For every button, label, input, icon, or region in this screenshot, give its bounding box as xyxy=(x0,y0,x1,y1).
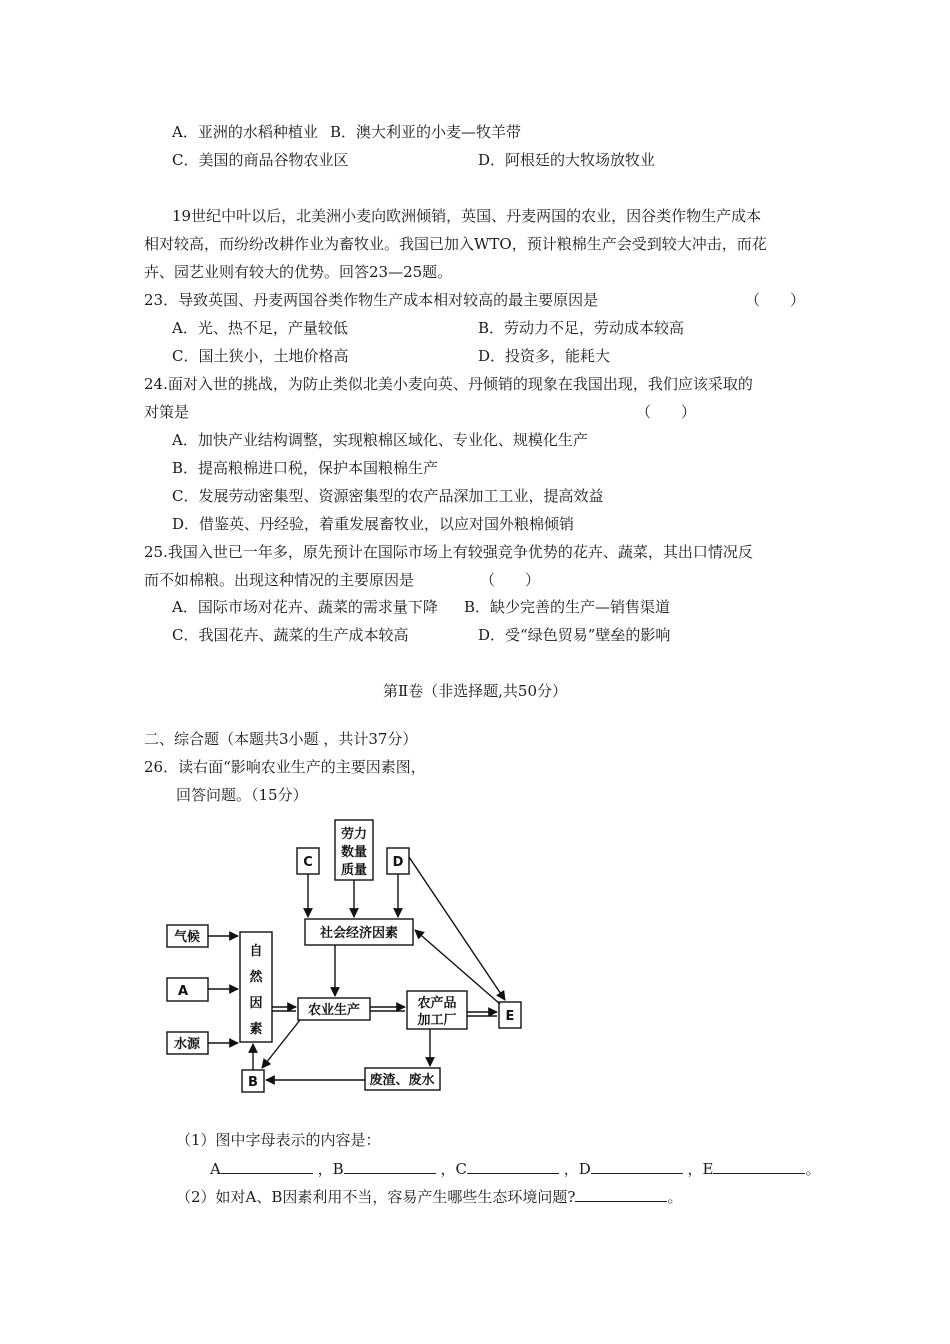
answer-blank-a[interactable] xyxy=(221,1158,313,1174)
q23-answer-bracket: （ ） xyxy=(745,291,806,309)
answer-blank-d[interactable] xyxy=(591,1158,683,1174)
label-answer-d: ，D xyxy=(563,1160,591,1178)
agriculture-factors-diagram xyxy=(150,812,550,1102)
q23-option-b: B．劳动力不足，劳动成本较高 xyxy=(478,319,685,337)
q24-option-d: D．借鉴英、丹经验，着重发展畜牧业，以应对国外粮棉倾销 xyxy=(172,515,575,533)
q25-stem-line-1: 25.我国入世已一年多，原先预计在国际市场上有较强竞争优势的花卉、蔬菜，其出口情况反 xyxy=(144,543,753,561)
q22-option-b: B．澳大利亚的小麦—牧羊带 xyxy=(330,123,522,141)
section-2-heading: 二、综合题（本题共3小题 ，共计37分） xyxy=(144,730,418,748)
answer-blank-b[interactable] xyxy=(344,1158,436,1174)
label-water: 水源 xyxy=(173,1037,201,1052)
q22-option-d: D．阿根廷的大牧场放牧业 xyxy=(478,151,656,169)
label-labor-1: 劳力 xyxy=(340,827,368,842)
q26-stem-line-1: 26．读右面“影响农业生产的主要因素图， xyxy=(144,758,426,776)
q24-stem-line-2: 对策是 xyxy=(144,403,190,421)
q24-option-b: B．提高粮棉进口税，保护本国粮棉生产 xyxy=(172,459,439,477)
q25-option-a: A．国际市场对花卉、蔬菜的需求量下降 xyxy=(172,598,438,616)
q23-option-d: D．投资多，能耗大 xyxy=(478,347,611,365)
q23-stem: 23．导致英国、丹麦两国谷类作物生产成本相对较高的最主要原因是 xyxy=(144,291,599,309)
label-d: D xyxy=(392,855,404,870)
section-2-title: 第Ⅱ卷（非选择题,共50分） xyxy=(382,682,568,700)
q26-sub-2 xyxy=(176,1186,682,1207)
q26-sub-2-end: 。 xyxy=(667,1188,683,1206)
answer-blank-e[interactable] xyxy=(713,1158,805,1174)
label-labor-2: 数量 xyxy=(340,845,368,860)
label-natural-4: 素 xyxy=(249,1022,263,1037)
q22-option-c: C．美国的商品谷物农业区 xyxy=(172,151,349,169)
q25-option-c: C．我国花卉、蔬菜的生产成本较高 xyxy=(172,626,409,644)
label-natural-1: 自 xyxy=(249,944,263,959)
q24-option-a: A．加快产业结构调整，实现粮棉区域化、专业化、规模化生产 xyxy=(172,431,588,449)
label-agriculture: 农业生产 xyxy=(307,1003,361,1018)
q24-option-c: C．发展劳动密集型、资源密集型的农产品深加工工业，提高效益 xyxy=(172,487,604,505)
q25-option-d: D．受“绿色贸易”壁垒的影响 xyxy=(478,626,671,644)
label-natural-3: 因 xyxy=(249,996,263,1011)
label-natural-2: 然 xyxy=(249,970,263,985)
passage-line-2: 相对较高，而纷纷改耕作业为畜牧业。我国已加入WTO，预计粮棉生产会受到较大冲击，而花 xyxy=(144,235,767,253)
label-a: A xyxy=(177,984,189,999)
label-labor-3: 质量 xyxy=(340,863,368,878)
label-socioeconomic: 社会经济因素 xyxy=(319,926,399,941)
q23-option-c: C．国土狭小，土地价格高 xyxy=(172,347,349,365)
answer-blank-c[interactable] xyxy=(467,1158,559,1174)
label-processing-1: 农产品 xyxy=(417,996,457,1011)
label-answer-b: ，B xyxy=(317,1160,344,1178)
label-b: B xyxy=(248,1075,258,1090)
label-waste: 废渣、废水 xyxy=(369,1073,435,1088)
label-c: C xyxy=(303,855,313,870)
passage-line-1: 19世纪中叶以后，北美洲小麦向欧洲倾销，英国、丹麦两国的农业，因谷类作物生产成本 xyxy=(172,207,762,225)
q25-option-b: B．缺少完善的生产—销售渠道 xyxy=(464,598,671,616)
q26-stem-line-2: 回答问题。（15分） xyxy=(176,786,308,804)
q24-stem-line-1: 24.面对入世的挑战，为防止类似北美小麦向英、丹倾销的现象在我国出现，我们应该采取的 xyxy=(144,375,753,393)
q26-sub-2-text: （2）如对A、B因素利用不当，容易产生哪些生态环境问题? xyxy=(176,1188,576,1206)
q23-option-a: A．光、热不足，产量较低 xyxy=(172,319,348,337)
label-answer-e: ，E xyxy=(687,1160,714,1178)
label-e: E xyxy=(505,1009,515,1024)
answer-blank-eco[interactable] xyxy=(575,1186,667,1202)
q26-answer-line xyxy=(210,1158,820,1179)
answer-end-mark: 。 xyxy=(805,1160,821,1178)
q22-option-a: A．亚洲的水稻种植业 xyxy=(172,123,318,141)
q25-stem-line-2: 而不如棉粮。出现这种情况的主要原因是 xyxy=(144,571,415,589)
q24-answer-bracket: （ ） xyxy=(636,403,697,421)
q25-answer-bracket: （ ） xyxy=(480,571,541,589)
label-answer-a: A xyxy=(210,1160,221,1178)
q26-sub-1: （1）图中字母表示的内容是： xyxy=(176,1131,381,1149)
label-answer-c: ，C xyxy=(440,1160,467,1178)
label-climate: 气候 xyxy=(173,930,201,945)
label-processing-2: 加工厂 xyxy=(417,1013,457,1028)
passage-line-3: 卉、园艺业则有较大的优势。回答23—25题。 xyxy=(144,263,453,281)
